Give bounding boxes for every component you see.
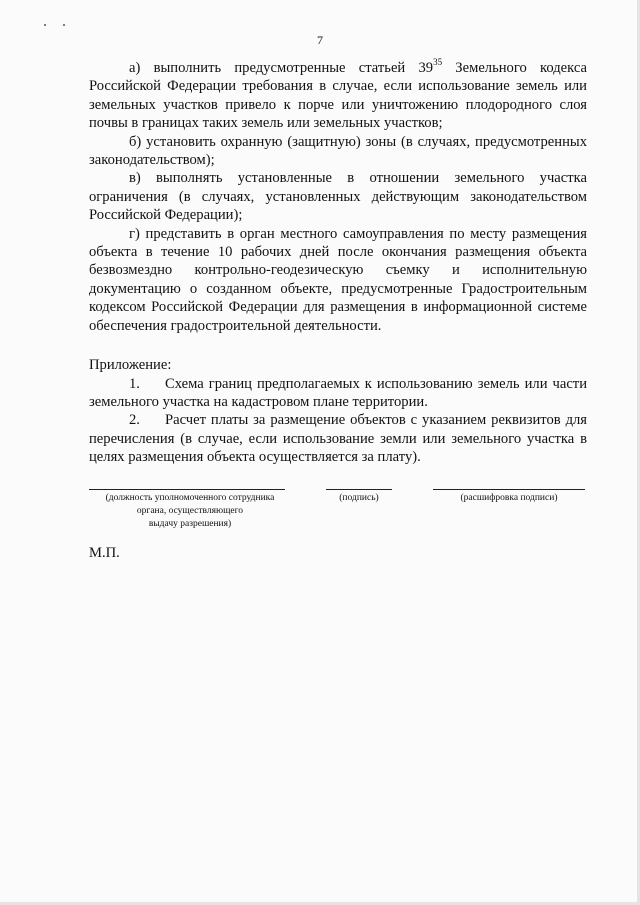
appendix-item-1 <box>89 375 587 412</box>
paragraph-v: в) выполнять установленные в отношении земельного участка ограничения (в случаях, установленных действующим законодательством Российской Федерации); <box>89 170 587 224</box>
appendix-item-2 <box>89 411 587 466</box>
position-caption-line: органа, осуществляющего <box>136 506 244 516</box>
position-caption <box>80 492 300 531</box>
corner-mark-2 <box>63 24 65 26</box>
appendix-item-text: Расчет платы за размещение объектов с указанием реквизитов для перечисления (в случае, если использование земли или земельного участка в целях размещения объекта осуществляется за плату). <box>89 412 587 466</box>
appendix-item-number: 1. <box>129 375 140 392</box>
appendix-title: Приложение: <box>89 357 172 374</box>
appendix-item-number: 2. <box>129 412 140 429</box>
page-number: 7 <box>317 33 323 47</box>
article-superscript: 35 <box>433 57 443 67</box>
corner-mark-1 <box>44 24 46 26</box>
paragraph-a-rest: Земельного кодекса Российской Федерации требования в случае, если использование земель или земельных участков привело к порче или уничтожению плодородного слоя почвы в границах таких земель или земельных участков; <box>89 60 587 132</box>
decoding-caption: (расшифровка подписи) <box>460 493 558 503</box>
appendix-item-text: Схема границ предполагаемых к использованию земель или части земельного участка на кадастровом плане территории. <box>89 375 587 410</box>
signature-line <box>326 489 392 490</box>
paragraph-b: б) установить охранную (защитную) зоны (в случаях, предусмотренных законодательством); <box>89 133 587 169</box>
paragraph-a-start: а) выполнить предусмотренные статьей 39 <box>129 60 434 76</box>
paragraph-g: г) представить в орган местного самоуправления по месту размещения объекта в течение 10 рабочих дней после окончания размещения объекта безвозмездно контрольно-геодезическую съемку и исполнительную документацию о созданном объекте, предусмотренные Градостроительным кодексом Российской Федерации для размещения в информационной системе обеспечения градостроительной деятельности. <box>89 225 587 334</box>
signature-caption: (подпись) <box>339 493 379 503</box>
decoding-signature-line <box>433 489 585 490</box>
position-caption-line: (должность уполномоченного сотрудника <box>105 493 275 503</box>
position-signature-line <box>89 489 285 490</box>
document-body <box>89 59 587 467</box>
paragraph-a <box>89 59 587 133</box>
stamp-placeholder: М.П. <box>89 545 120 561</box>
position-caption-line: выдачу разрешения) <box>148 519 232 529</box>
